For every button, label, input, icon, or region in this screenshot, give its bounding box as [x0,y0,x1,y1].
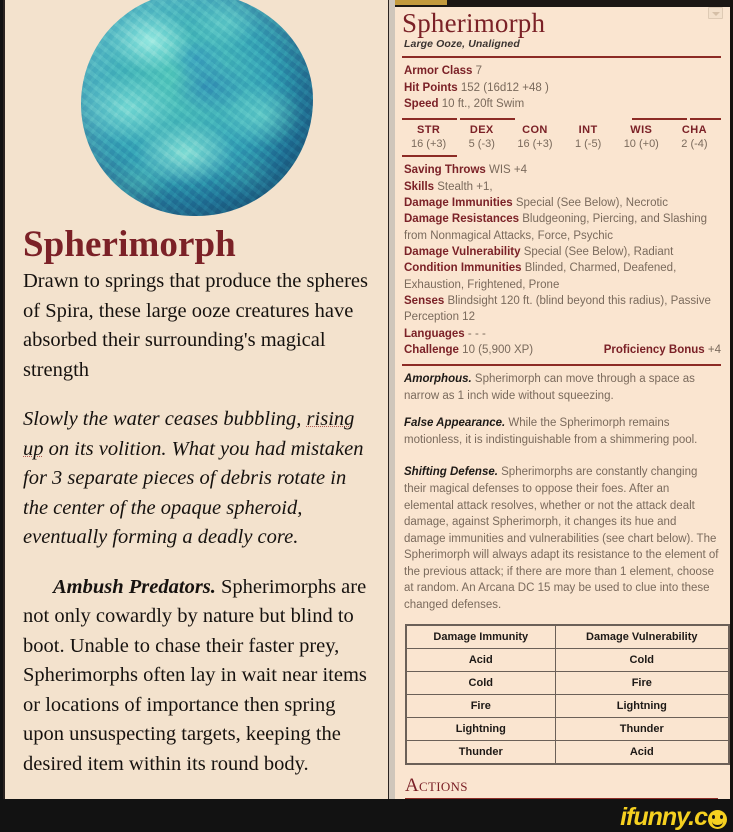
cell-immunity: Fire [406,695,555,718]
cell-immunity: Cold [406,672,555,695]
flavor-squiggle-text: rising up [23,408,355,460]
divider-rule [405,798,718,799]
stat-value: 152 (16d12 +48 ) [460,81,549,94]
table-row [406,741,729,765]
trait-text: While the Spherimorph remains motionless, it is indistinguishable from a shimmering pool. [404,417,698,446]
stat-speed [404,96,721,112]
ability-cha [668,124,721,150]
cell-vulnerability: Lightning [555,695,729,718]
cell-immunity: Lightning [406,718,555,741]
table-row [406,695,729,718]
lore-body [5,226,388,799]
ability-value: 2 (-4) [681,138,708,151]
trait-amorphous [404,371,719,404]
lore-paragraph-ambush-predators [23,573,372,780]
trait-false-appearance [404,415,719,448]
page-title: Spherimorph [23,224,236,265]
trait-name: Amorphous. [404,373,472,386]
detail-value: WIS +4 [489,164,528,177]
detail-challenge [404,342,533,358]
detail-label: Damage Immunities [404,196,513,209]
trait-name: Shifting Defense. [404,466,498,479]
stat-label: Speed [404,98,439,110]
cell-vulnerability: Acid [555,741,729,765]
detail-label: Challenge [404,343,459,356]
divider-rule [402,56,721,58]
detail-label: Skills [404,180,435,193]
detail-damage-vulnerability [404,244,721,260]
watermark-text: ifunny.c [620,803,707,831]
lore-trait-name: Ambush Predators. [53,575,216,598]
flavor-post: on its volition. What you had mistaken for 3 separate pieces of debris rotate in the center of the opaque spheroid, eventually forming a deadly core. [23,437,364,549]
statblock-top-bar [395,0,730,7]
detail-label: Languages [404,327,465,340]
ability-value: 10 (+0) [623,138,659,151]
detail-senses [404,293,721,326]
detail-value: - - - [467,327,486,340]
detail-label: Senses [404,294,445,307]
detail-label: Damage Resistances [404,213,520,226]
detail-label: Saving Throws [404,164,486,177]
detail-value: +4 [707,343,721,356]
detail-value: Special (See Below), Necrotic [515,196,668,209]
challenge-row [402,342,721,358]
damage-immunity-vulnerability-table [405,624,730,765]
creature-artwork [5,0,388,226]
table-header-row [406,625,729,649]
ability-wis [615,124,668,150]
trait-name: False Appearance. [404,417,506,430]
stat-value: 10 ft., 20ft Swim [441,98,525,110]
statblock-creature-meta: Large Ooze, Unaligned [404,38,520,51]
column-header-damage-vulnerability: Damage Vulnerability [555,625,729,649]
lore-paragraph-intro: Drawn to springs that produce the spheres of Spira, these large ooze creatures have absorbed their surrounding's magical strength [23,270,368,381]
statblock-core-stats [402,63,721,112]
ability-label: WIS [630,124,653,137]
detail-value: Stealth +1, [437,180,493,193]
flavor-pre: Slowly the water ceases bubbling, [23,408,307,431]
stat-armor-class [404,63,721,79]
statblock-traits [402,371,721,613]
lore-paragraph-shifting-defenses [23,797,372,799]
cell-immunity: Thunder [406,741,555,765]
ability-value: 16 (+3) [517,138,553,151]
chevron-down-icon[interactable] [708,7,723,19]
divider-rule [402,364,721,366]
ifunny-watermark [620,805,727,830]
trait-text: Spherimorphs are constantly changing their magical defenses to oppose their foes. After an elemental attack resolves, whether or not the attack dealt damage, against Spherimorph, it changes its hue and damage immunities and vulnerabilities (see chart below). The Spherimorph will always adapt its resistance to the element of the previous attack; if there are more than 1 element, choose at random. An Arcana DC 15 may be used to clue into these changed defenses. [404,466,719,611]
stat-value: 7 [475,65,482,78]
detail-value: Blindsight 120 ft. (blind beyond this radius), Passive Perception 12 [404,294,711,324]
ability-value: 5 (-3) [468,138,495,151]
ability-value: 1 (-5) [574,138,602,151]
detail-languages [404,326,721,342]
ability-score-block [402,118,721,157]
column-header-damage-immunity: Damage Immunity [406,625,555,649]
cell-vulnerability: Thunder [555,718,729,741]
ability-label: INT [578,124,598,137]
stat-hit-points [404,80,721,96]
detail-label: Condition Immunities [404,262,522,275]
ability-str [402,124,455,150]
lore-column [3,0,389,799]
statblock-panel [389,0,733,799]
ability-con [508,124,561,150]
statblock-creature-name: Spherimorph [402,8,546,38]
detail-damage-immunities [404,195,721,211]
detail-value: Bludgeoning, Piercing, and Slashing from Nonmagical Attacks, Force, Psychic [404,213,708,242]
statblock-content [395,0,730,799]
cell-vulnerability: Fire [555,672,729,695]
ability-value: 16 (+3) [411,138,447,151]
detail-condition-immunities [404,260,721,293]
ability-label: DEX [469,124,494,137]
detail-label: Damage Vulnerability [404,245,521,258]
cell-vulnerability: Cold [555,649,729,672]
smiley-face-icon [708,810,727,829]
lore-trait-text: Spherimorphs are not only cowardly by nature but blind to boot. Unable to chase their faster prey, Spherimorphs often lay in wait near items or locations of importance then spring upon unsuspecting targets, keeping the desired item within its round body. [23,575,367,775]
table-row [406,718,729,741]
ability-dex [455,124,508,150]
detail-value: 10 (5,900 XP) [462,343,534,356]
detail-damage-resistances [404,211,721,244]
table-row [406,649,729,672]
detail-value: Special (See Below), Radiant [523,245,674,258]
trait-text: Spherimorph can move through a space as narrow as 1 inch wide without squeezing. [404,373,695,402]
ability-label: CHA [681,124,707,137]
detail-value: Blinded, Charmed, Deafened, Exhaustion, Frightened, Prone [404,262,677,291]
divider-rule [402,155,721,157]
ooze-sphere-illustration [81,0,313,216]
stat-label: Armor Class [404,65,473,78]
table-row [406,672,729,695]
detail-skills [404,179,721,195]
lore-paragraph-flavor [23,405,372,553]
cell-immunity: Acid [406,649,555,672]
actions-section-heading: Actions [405,775,468,797]
statblock-detail-list [402,159,721,358]
detail-label: Proficiency Bonus [603,343,705,356]
ability-label: STR [416,124,441,137]
ability-scores-row [402,120,721,155]
stat-label: Hit Points [404,81,458,94]
ability-label: CON [522,124,548,137]
ability-int [562,124,615,150]
trait-shifting-defense [404,464,719,613]
detail-saving-throws [404,162,721,178]
detail-proficiency-bonus [604,342,721,358]
